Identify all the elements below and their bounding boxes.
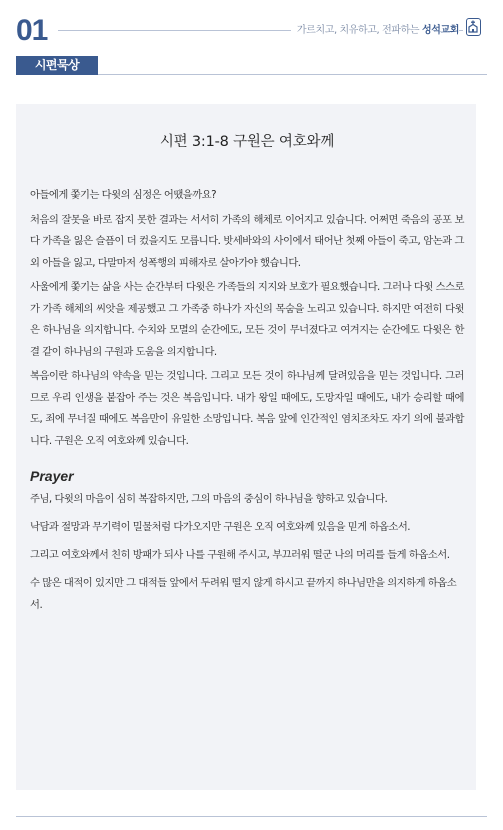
prayer-line: 주님, 다윗의 마음이 심히 복잡하지만, 그의 마음의 중심이 하나님을 향하고 있습니다.	[30, 493, 388, 505]
tagline-text: 가르치고, 치유하고, 전파하는	[296, 25, 420, 36]
header-tagline	[291, 21, 459, 36]
meditation-content-box	[16, 104, 476, 790]
section-label: 시편묵상	[16, 56, 98, 75]
prayer-line: 수 많은 대적이 있지만 그 대적들 앞에서 두려워 떨지 않게 하시고 끝까지 하나님만을 의지하게 하옵소서.	[30, 577, 457, 611]
body-paragraph: 아들에게 쫓기는 다윗의 심정은 어땠을까요?	[30, 189, 217, 201]
section-divider	[98, 74, 487, 75]
page-number: 01	[16, 14, 48, 47]
prayer-line: 그리고 여호와께서 친히 방패가 되사 나를 구원해 주시고, 부끄러워 떨군 나의 머리를 들게 하옵소서.	[30, 549, 450, 561]
church-icon	[466, 18, 481, 36]
footer-divider	[16, 816, 487, 817]
body-paragraph: 사울에게 쫓기는 삶을 사는 순간부터 다윗은 가족들의 지지와 보호가 필요했습니다. 그러나 다윗 스스로가 가족 해체의 씨앗을 제공했고 그 가족중 하나가 자신의 목숨을 노리고 있습니다. 하지만 여전히 다윗은 하나님을 의지합니다. 수치와 모멸의 순간에도, 모든 것이 무너졌다고 여겨지는 순간에도 다윗은 한결 같이 하나님의 구원과 도움을 의지합니다.	[30, 281, 464, 358]
church-brand: 성석교회	[421, 25, 459, 36]
prayer-line: 낙담과 절망과 무기력이 밀물처럼 다가오지만 구원은 오직 여호와께 있음을 믿게 하옵소서.	[30, 521, 411, 533]
prayer-heading: Prayer	[30, 468, 74, 484]
body-paragraph: 처음의 잘못을 바로 잡지 못한 결과는 서서히 가족의 해체로 이어지고 있습니다. 어쩌면 죽음의 공포 보다 가족을 잃은 슬픔이 더 컸을지도 모릅니다. 밧세바와의 사이에서 태어난 첫째 아들이 죽고, 암논과 그 외 아들을 잃고, 다말마저 성폭행의 피해자로 살아가야 했습니다.	[30, 213, 464, 269]
body-paragraph: 복음이란 하나님의 약속을 믿는 것입니다. 그리고 모든 것이 하나님께 달려있음을 믿는 것입니다. 그러므로 우리 인생을 붙잡아 주는 것은 복음입니다. 내가 왕일 때에도, 도망자일 때에도, 내가 승리할 때에도, 죄에 무너질 때에도 복음만이 유일한 소망입니다. 복음 앞에 인간적인 염치조차도 자기 의에 불과합니다. 구원은 오직 여호와께 있습니다.	[30, 370, 464, 447]
meditation-title: 시편 3:1-8 구원은 여호와께	[159, 134, 335, 150]
